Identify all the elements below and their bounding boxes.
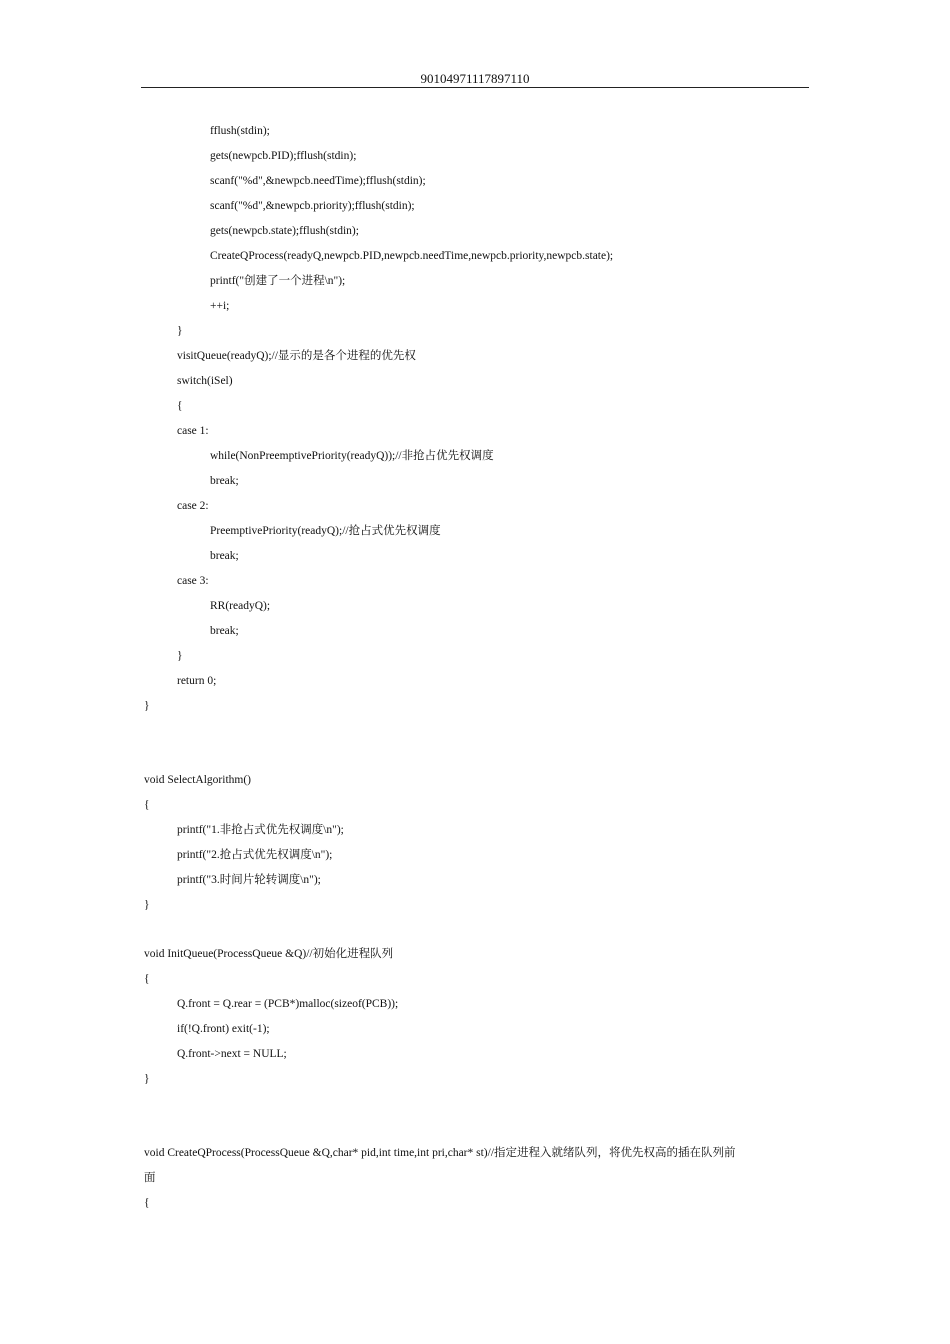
code-line: 面 — [144, 1172, 156, 1184]
code-line: printf("1.非抢占式优先权调度\n"); — [177, 824, 344, 836]
code-line: void InitQueue(ProcessQueue &Q)//初始化进程队列 — [144, 948, 394, 960]
code-line: PreemptivePriority(readyQ);//抢占式优先权调度 — [210, 525, 441, 537]
code-line: CreateQProcess(readyQ,newpcb.PID,newpcb.needTime,newpcb.priority,newpcb.state); — [210, 250, 614, 262]
code-line: { — [177, 400, 183, 412]
code-line: } — [144, 700, 150, 712]
code-line: { — [144, 973, 150, 985]
code-line: gets(newpcb.PID);fflush(stdin); — [210, 150, 357, 162]
code-line: } — [177, 325, 183, 337]
code-line: } — [144, 1073, 150, 1085]
code-line: RR(readyQ); — [210, 600, 271, 612]
code-line: case 3: — [177, 575, 209, 587]
code-line: } — [177, 650, 183, 662]
code-line: fflush(stdin); — [210, 125, 270, 137]
code-line: { — [144, 799, 150, 811]
code-line: visitQueue(readyQ);//显示的是各个进程的优先权 — [177, 350, 416, 362]
code-line: scanf("%d",&newpcb.needTime);fflush(stdin); — [210, 175, 426, 187]
code-line: return 0; — [177, 675, 217, 687]
code-line: switch(iSel) — [177, 375, 233, 387]
code-line: while(NonPreemptivePriority(readyQ));//非抢占优先权调度 — [210, 450, 494, 462]
code-line: printf("3.时间片轮转调度\n"); — [177, 874, 321, 886]
code-line: printf("创建了一个进程\n"); — [210, 275, 346, 287]
code-line: printf("2.抢占式优先权调度\n"); — [177, 849, 333, 861]
code-line: gets(newpcb.state);fflush(stdin); — [210, 225, 359, 237]
code-line: scanf("%d",&newpcb.priority);fflush(stdin); — [210, 200, 415, 212]
code-line: break; — [210, 550, 239, 562]
page-header-doc-id: 90104971117897110 — [141, 70, 809, 88]
code-line: void SelectAlgorithm() — [144, 774, 251, 786]
code-line: case 1: — [177, 425, 209, 437]
code-line: break; — [210, 625, 239, 637]
code-line: } — [144, 899, 150, 911]
code-line: case 2: — [177, 500, 209, 512]
code-line: Q.front = Q.rear = (PCB*)malloc(sizeof(PCB)); — [177, 998, 399, 1010]
code-line: void CreateQProcess(ProcessQueue &Q,char* pid,int time,int pri,char* st)//指定进程入就绪队列，将优先权高的插在队列前 — [144, 1147, 736, 1159]
code-line: { — [144, 1197, 150, 1209]
code-line: if(!Q.front) exit(-1); — [177, 1023, 270, 1035]
code-line: ++i; — [210, 300, 230, 312]
code-line: Q.front->next = NULL; — [177, 1048, 287, 1060]
code-line: break; — [210, 475, 239, 487]
